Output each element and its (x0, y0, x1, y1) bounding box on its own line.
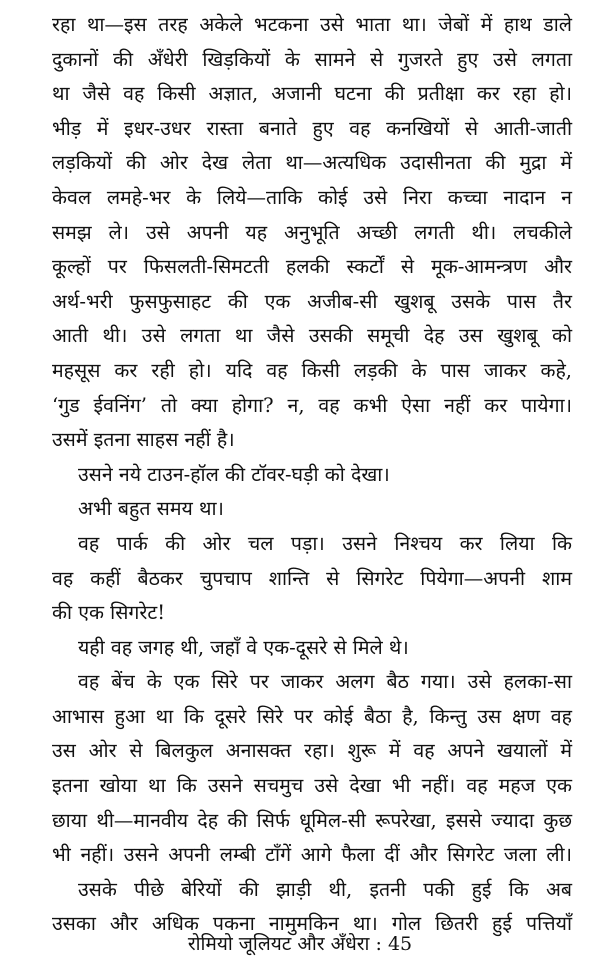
text-line: ‘गुड ईवनिंग’ तो क्या होगा? न, वह कभी ऐसा नहीं कर पायेगा। (52, 393, 572, 417)
text-line: आती थी। उसे लगता था जैसे उसकी समूची देह उस खुशबू को (52, 324, 572, 348)
text-line: उसमें इतना साहस नहीं है। (52, 428, 235, 452)
text-line: था जैसे वह किसी अज्ञात, अजानी घटना की प्रतीक्षा कर रहा हो। (52, 82, 572, 106)
page-footer: रोमियो जूलियट और अँधेरा : 45 (187, 933, 413, 955)
text-line: महसूस कर रही हो। यदि वह किसी लड़की के पास जाकर कहे, (52, 358, 572, 382)
text-line: अर्थ-भरी फुसफुसाहट की एक अजीब-सी खुशबू उसके पास तैर (52, 289, 572, 313)
text-line: भीड़ में इधर-उधर रास्ता बनाते हुए वह कनखियों से आती-जाती (52, 116, 572, 140)
text-line: लड़कियों की ओर देख लेता था—अत्यधिक उदासीनता की मुद्रा में (52, 151, 572, 175)
text-line: की एक सिगरेट! (52, 601, 166, 625)
text-line: वह बेंच के एक सिरे पर जाकर अलग बैठ गया। उसे हलका-सा (78, 670, 572, 694)
text-line: वह कहीं बैठकर चुपचाप शान्ति से सिगरेट पियेगा—अपनी शाम (52, 566, 572, 590)
text-line: आभास हुआ था कि दूसरे सिरे पर कोई बैठा है, किन्तु उस क्षण वह (52, 704, 572, 728)
text-line: समझ ले। उसे अपनी यह अनुभूति अच्छी लगती थी। लचकीले (52, 220, 572, 244)
text-line: दुकानों की अँधेरी खिड़कियों के सामने से गुजरते हुए उसे लगता (52, 47, 572, 71)
text-line: रहा था—इस तरह अकेले भटकना उसे भाता था। जेबों में हाथ डाले (52, 13, 572, 36)
text-line: उसका और अधिक पकना नामुमकिन था। गोल छितरी हुई पत्तियाँ (52, 912, 572, 936)
text-line: छाया थी—मानवीय देह की सिर्फ धूमिल-सी रूपरेखा, इससे ज्यादा कुछ (52, 808, 572, 832)
body-text (52, 8, 572, 942)
text-line: यही वह जगह थी, जहाँ वे एक-दूसरे से मिले थे। (78, 635, 409, 659)
text-line: उसने नये टाउन-हॉल की टॉवर-घड़ी को देखा। (78, 462, 390, 486)
text-line: केवल लमहे-भर के लिये—ताकि कोई उसे निरा कच्चा नादान न (52, 185, 572, 209)
text-line: वह पार्क की ओर चल पड़ा। उसने निश्चय कर लिया कि (78, 531, 572, 555)
text-line: कूल्हों पर फिसलती-सिमटती हलकी स्कर्टों से मूक-आमन्त्रण और (52, 255, 572, 279)
text-line: भी नहीं। उसने अपनी लम्बी टाँगें आगे फैला दीं और सिगरेट जला ली। (52, 843, 572, 867)
text-line: उसके पीछे बेरियों की झाड़ी थी, इतनी पकी हुई कि अब (78, 877, 572, 901)
text-line: इतना खोया था कि उसने सचमुच उसे देखा भी नहीं। वह महज एक (52, 774, 572, 798)
text-line: उस ओर से बिलकुल अनासक्त रहा। शुरू में वह अपने खयालों में (52, 739, 572, 763)
text-line: अभी बहुत समय था। (78, 497, 224, 521)
